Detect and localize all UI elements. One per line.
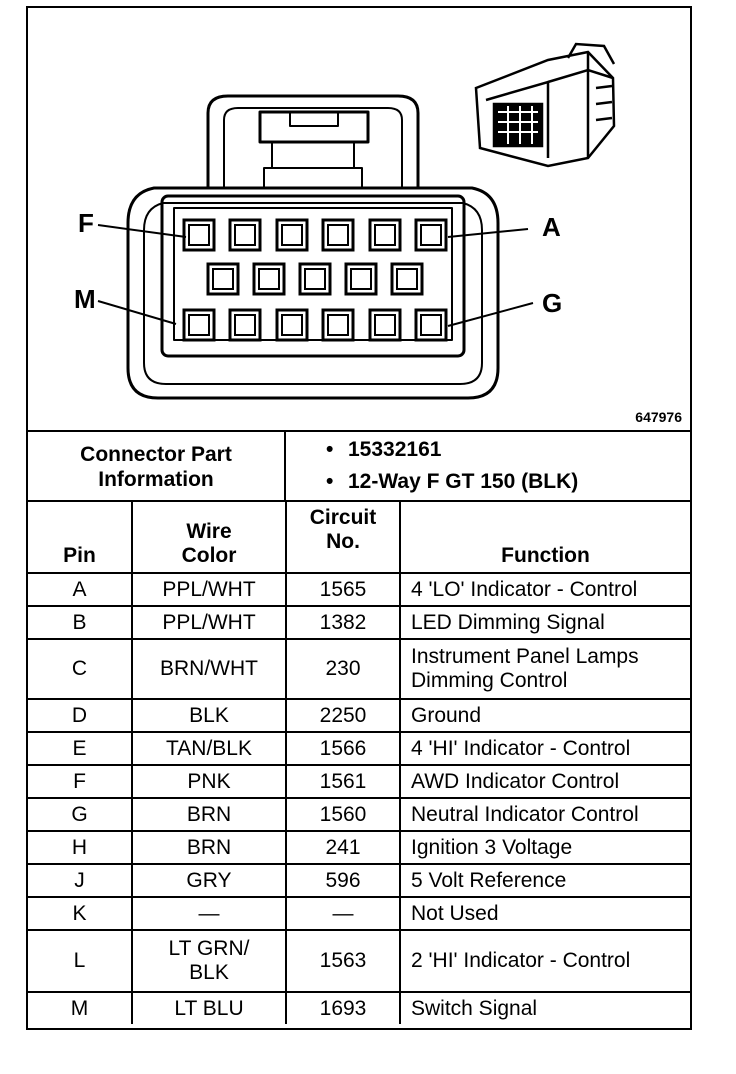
connector-info-label-line1: Connector Part — [80, 443, 232, 466]
cell-circuit: 2250 — [286, 699, 400, 732]
cell-pin: E — [28, 732, 132, 765]
header-wire-color: Wire Color — [132, 502, 286, 573]
pin-label-m: M — [74, 284, 96, 314]
cell-wire-color: PPL/WHT — [132, 606, 286, 639]
cell-circuit: 230 — [286, 639, 400, 699]
figure-number: 647976 — [635, 409, 682, 425]
connector-sheet — [26, 6, 692, 1030]
cell-circuit: 1566 — [286, 732, 400, 765]
table-row — [28, 864, 690, 897]
connector-description: 12-Way F GT 150 (BLK) — [348, 470, 579, 493]
cell-wire-color: BLK — [132, 699, 286, 732]
connector-info-label — [28, 432, 286, 502]
cell-pin: A — [28, 573, 132, 606]
table-row — [28, 798, 690, 831]
cell-pin: H — [28, 831, 132, 864]
cell-wire-color: LT GRN/ BLK — [132, 930, 286, 992]
table-row — [28, 992, 690, 1024]
pin-label-f: F — [78, 208, 94, 238]
part-number: 15332161 — [348, 438, 442, 461]
cell-pin: D — [28, 699, 132, 732]
cell-wire-color: TAN/BLK — [132, 732, 286, 765]
header-pin: Pin — [28, 502, 132, 573]
cell-pin: M — [28, 992, 132, 1024]
pinout-table — [28, 502, 690, 1024]
cell-circuit: 1563 — [286, 930, 400, 992]
cell-wire-color: PPL/WHT — [132, 573, 286, 606]
callout-line-g — [448, 303, 533, 326]
bullet-icon: • — [326, 438, 334, 461]
cell-wire-color: BRN/WHT — [132, 639, 286, 699]
cell-circuit: 241 — [286, 831, 400, 864]
cell-pin: B — [28, 606, 132, 639]
cell-function: Neutral Indicator Control — [400, 798, 690, 831]
cell-function: 4 'LO' Indicator - Control — [400, 573, 690, 606]
pinout-header-row — [28, 502, 690, 573]
cell-function: 2 'HI' Indicator - Control — [400, 930, 690, 992]
header-circuit-no: Circuit No. — [286, 502, 400, 573]
pin-label-a: A — [542, 212, 561, 242]
cell-circuit: — — [286, 897, 400, 930]
cell-function: Ignition 3 Voltage — [400, 831, 690, 864]
cell-wire-color: BRN — [132, 798, 286, 831]
connector-3d-view — [476, 44, 614, 166]
terminal-cavities — [184, 220, 446, 340]
table-row — [28, 606, 690, 639]
cell-function: Instrument Panel Lamps Dimming Control — [400, 639, 690, 699]
connector-info-label-line2: Information — [98, 468, 214, 491]
connector-info-values — [286, 432, 690, 502]
callout-line-f — [98, 225, 186, 237]
bullet-icon: • — [326, 470, 334, 493]
cell-wire-color: GRY — [132, 864, 286, 897]
cell-pin: J — [28, 864, 132, 897]
table-row — [28, 897, 690, 930]
cell-function: LED Dimming Signal — [400, 606, 690, 639]
cell-circuit: 1565 — [286, 573, 400, 606]
table-row — [28, 573, 690, 606]
connector-drawing — [28, 8, 690, 430]
cell-circuit: 1561 — [286, 765, 400, 798]
table-row — [28, 930, 690, 992]
table-row — [28, 831, 690, 864]
table-row — [28, 699, 690, 732]
cell-function: Ground — [400, 699, 690, 732]
callout-line-a — [448, 229, 528, 237]
connector-part-info — [28, 430, 690, 502]
cell-pin: K — [28, 897, 132, 930]
description-line — [326, 470, 578, 494]
table-row — [28, 765, 690, 798]
cell-pin: G — [28, 798, 132, 831]
cell-circuit: 1560 — [286, 798, 400, 831]
connector-face-diagram — [28, 8, 690, 430]
cell-function: Not Used — [400, 897, 690, 930]
cell-function: 5 Volt Reference — [400, 864, 690, 897]
cell-wire-color: BRN — [132, 831, 286, 864]
table-row — [28, 732, 690, 765]
pin-label-g: G — [542, 288, 563, 318]
cell-function: Switch Signal — [400, 992, 690, 1024]
cell-pin: F — [28, 765, 132, 798]
cell-pin: L — [28, 930, 132, 992]
table-row — [28, 639, 690, 699]
cell-wire-color: LT BLU — [132, 992, 286, 1024]
header-function: Function — [400, 502, 690, 573]
cell-pin: C — [28, 639, 132, 699]
callout-line-m — [98, 301, 176, 324]
cell-wire-color: PNK — [132, 765, 286, 798]
cell-function: AWD Indicator Control — [400, 765, 690, 798]
cell-wire-color: — — [132, 897, 286, 930]
cell-function: 4 'HI' Indicator - Control — [400, 732, 690, 765]
part-number-line — [326, 438, 441, 462]
cell-circuit: 1693 — [286, 992, 400, 1024]
cell-circuit: 1382 — [286, 606, 400, 639]
cell-circuit: 596 — [286, 864, 400, 897]
